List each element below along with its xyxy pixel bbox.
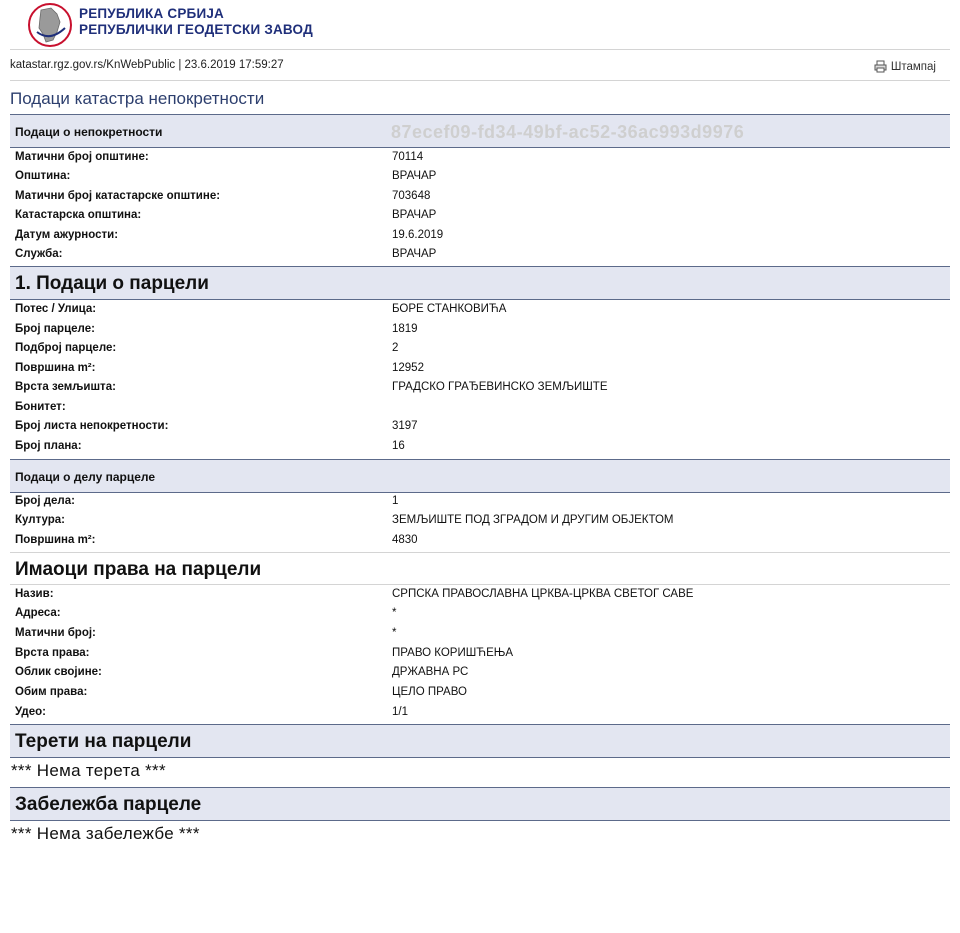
field-value: ПРАВО КОРИШЋЕЊА	[392, 647, 514, 659]
notes-none-text: *** Нема забележбе ***	[11, 824, 200, 843]
field-label: Адреса:	[15, 607, 61, 619]
field-label: Матични број општине:	[15, 151, 149, 163]
owners-divider-bottom	[10, 584, 950, 585]
field-value: ЦЕЛО ПРАВО	[392, 686, 467, 698]
field-value: ВРАЧАР	[392, 170, 437, 182]
field-value: 2	[392, 342, 399, 354]
parcel-part-heading: Подаци о делу парцеле	[15, 470, 156, 484]
field-label: Назив:	[15, 588, 54, 600]
field-label: Облик својине:	[15, 666, 102, 678]
logo-text	[79, 6, 313, 38]
printer-icon	[874, 60, 887, 73]
field-label: Површина m²:	[15, 534, 96, 546]
source-and-timestamp: katastar.rgz.gov.rs/KnWebPublic | 23.6.2019 17:59:27	[10, 59, 284, 71]
field-label: Обим права:	[15, 686, 88, 698]
field-label: Подброј парцеле:	[15, 342, 117, 354]
meta-divider	[10, 80, 950, 81]
field-value: 3197	[392, 420, 418, 432]
field-label: Потес / Улица:	[15, 303, 97, 315]
field-value: ГРАДСКО ГРАЂЕВИНСКО ЗЕМЉИШТЕ	[392, 381, 608, 393]
field-label: Број плана:	[15, 440, 82, 452]
field-label: Површина m²:	[15, 362, 96, 374]
field-label: Општина:	[15, 170, 71, 182]
field-value: ВРАЧАР	[392, 248, 437, 260]
owners-heading: Имаоци права на парцели	[15, 559, 262, 580]
field-label: Служба:	[15, 248, 63, 260]
burdens-section-header	[10, 724, 950, 758]
field-label: Број парцеле:	[15, 323, 95, 335]
print-label[interactable]: Штампај	[890, 60, 936, 73]
field-value: 703648	[392, 190, 431, 202]
print-button[interactable]	[874, 60, 936, 73]
logo-line-2: РЕПУБЛИЧКИ ГЕОДЕТСКИ ЗАВОД	[79, 22, 313, 37]
logo-line-1: РЕПУБЛИКА СРБИЈА	[79, 6, 225, 21]
notes-heading: Забележба парцеле	[15, 794, 202, 815]
field-label: Број листа непокретности:	[15, 420, 169, 432]
field-label: Удео:	[15, 706, 46, 718]
header-divider	[10, 49, 950, 50]
field-label: Култура:	[15, 514, 65, 526]
field-value: БОРЕ СТАНКОВИЋА	[392, 303, 507, 315]
burdens-none-text: *** Нема терета ***	[11, 761, 166, 780]
serbia-map-logo-icon	[27, 2, 73, 48]
field-value: 1/1	[392, 706, 408, 718]
field-label: Број дела:	[15, 495, 75, 507]
field-label: Матични број катастарске општине:	[15, 190, 221, 202]
field-label: Катастарска општина:	[15, 209, 142, 221]
field-label: Матични број:	[15, 627, 96, 639]
field-label: Врста земљишта:	[15, 381, 116, 393]
parcel-part-section-header	[10, 459, 950, 493]
field-label: Врста права:	[15, 647, 90, 659]
property-section-header	[10, 114, 950, 148]
field-value: *	[392, 627, 397, 639]
field-value: СРПСКА ПРАВОСЛАВНА ЦРКВА-ЦРКВА СВЕТОГ САВЕ	[392, 588, 694, 600]
field-value: ЗЕМЉИШТЕ ПОД ЗГРАДОМ И ДРУГИМ ОБЈЕКТОМ	[392, 514, 674, 526]
field-value: 16	[392, 440, 405, 452]
field-value: 70114	[392, 151, 424, 163]
page-title: Подаци катастра непокретности	[10, 89, 265, 108]
field-label: Бонитет:	[15, 401, 66, 413]
owners-divider-top	[10, 552, 950, 553]
field-value: ДРЖАВНА РС	[392, 666, 469, 678]
field-value: 1819	[392, 323, 418, 335]
property-heading: Подаци о непокретности	[15, 125, 163, 139]
property-guid-watermark: 87ecef09-fd34-49bf-ac52-36ac993d9976	[391, 122, 745, 142]
field-value: *	[392, 607, 397, 619]
field-value: 4830	[392, 534, 418, 546]
burdens-heading: Терети на парцели	[15, 731, 192, 752]
field-value: 19.6.2019	[392, 229, 444, 241]
parcel-section-header	[10, 266, 950, 300]
field-value: 12952	[392, 362, 424, 374]
rgz-logo	[27, 2, 317, 48]
notes-section-header	[10, 787, 950, 821]
field-value: ВРАЧАР	[392, 209, 437, 221]
parcel-heading: 1. Подаци о парцели	[15, 273, 209, 294]
field-value: 1	[392, 495, 399, 507]
field-label: Датум ажурности:	[15, 229, 119, 241]
